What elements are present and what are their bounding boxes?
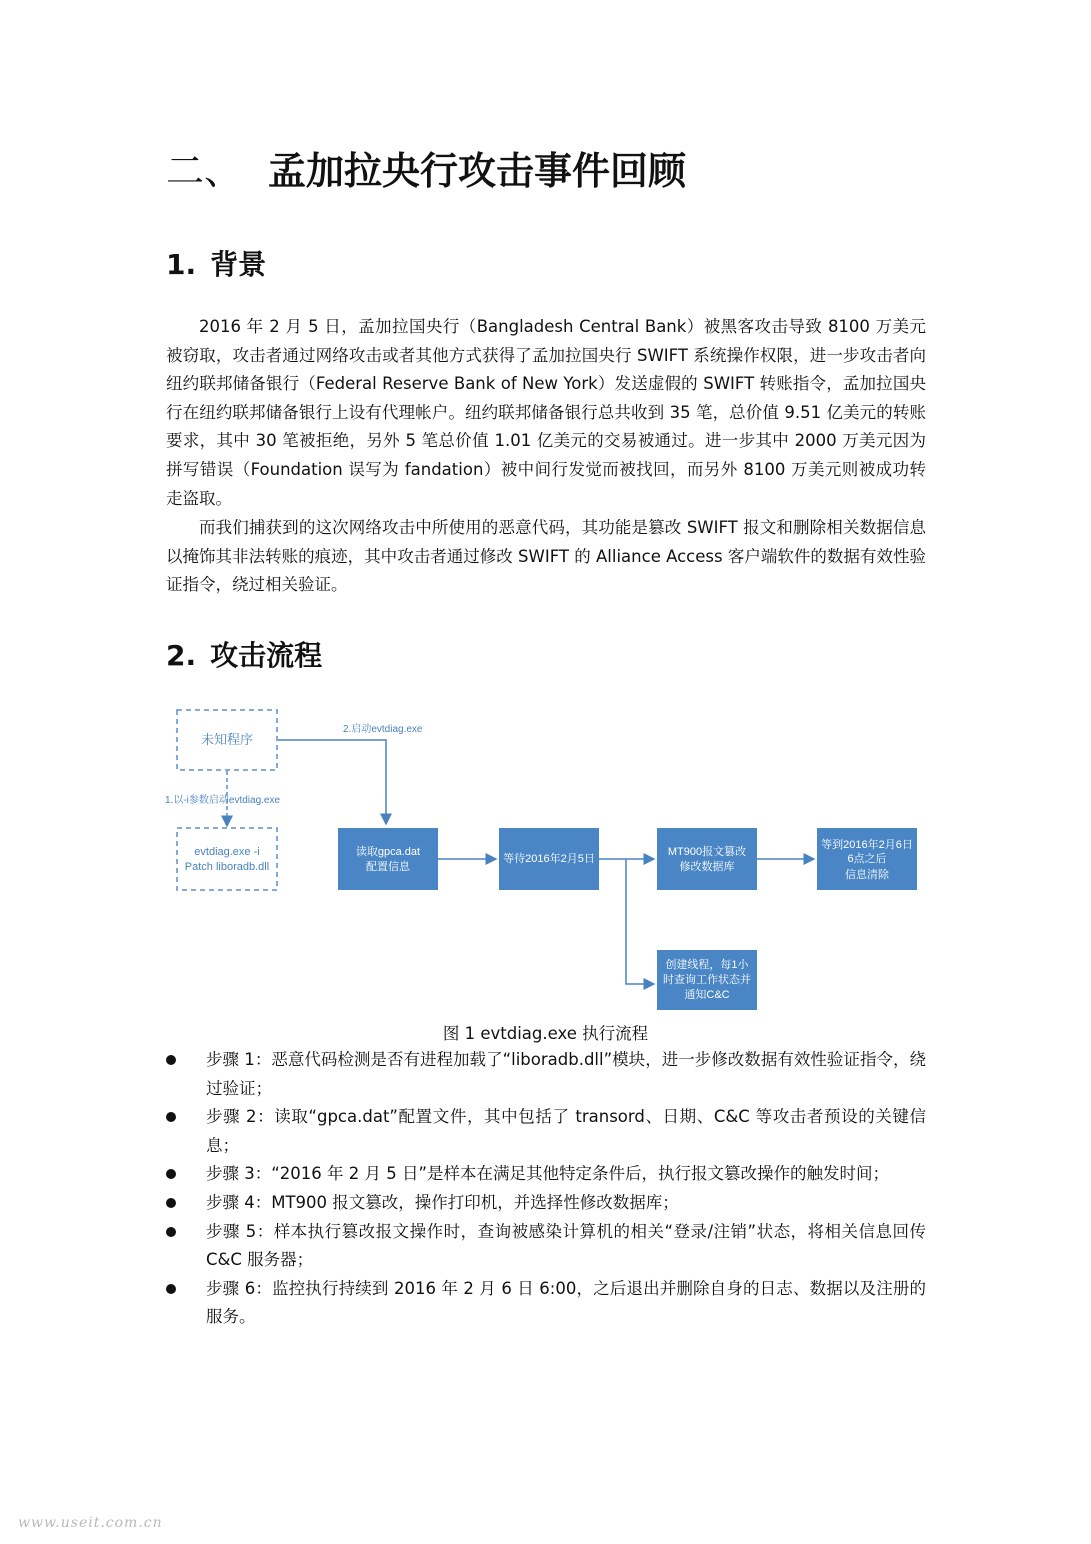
section-heading: [166, 140, 686, 195]
subheading-background: [166, 243, 266, 283]
read-config-line-2: 配置信息: [366, 861, 410, 873]
subheading-attack-flow: [166, 634, 322, 674]
command-box: [177, 828, 277, 890]
subheading-title: 攻击流程: [210, 639, 323, 672]
start-arrow: [278, 740, 386, 824]
list-item: [166, 1218, 926, 1275]
step-text: 步骤 3：“2016 年 2 月 5 日”是样本在满足其他特定条件后，执行报文篡改操作的触发时间；: [206, 1164, 890, 1184]
subheading-title: 背景: [210, 248, 267, 281]
section-number: 二、: [166, 149, 243, 193]
bullet-icon: [166, 1112, 176, 1122]
attack-flow-diagram: [160, 700, 940, 1012]
list-item: [166, 1160, 926, 1189]
thread-line-3: 通知C&C: [684, 989, 730, 1001]
bullet-icon: [166, 1198, 176, 1208]
mt900-box: [657, 828, 757, 890]
list-item: [166, 1103, 926, 1160]
bullet-icon: [166, 1169, 176, 1179]
list-item: [166, 1275, 926, 1332]
step-text: 步骤 4：MT900 报文篡改，操作打印机，并选择性修改数据库；: [206, 1192, 679, 1212]
arrow-wait-thread: [626, 859, 654, 984]
subheading-number: 2.: [166, 639, 197, 672]
wait-label: 等待2016年2月5日: [503, 853, 595, 865]
list-item: [166, 1046, 926, 1103]
cleanup-line-3: 信息清除: [845, 869, 889, 881]
bullet-icon: [166, 1284, 176, 1294]
read-config-box: [338, 828, 438, 890]
start-label: 2.启动evtdiag.exe: [343, 724, 423, 735]
bullet-icon: [166, 1055, 176, 1065]
bullet-icon: [166, 1227, 176, 1237]
paragraph-background: 2016 年 2 月 5 日，孟加拉国央行（Bangladesh Central Bank）被黑客攻击导致 8100 万美元被窃取，攻击者通过网络攻击或者其他方式获得了孟加拉国央行 SWIFT 系统操作权限，进一步攻击者向纽约联邦储备银行（Federal Reserve Bank of New York）发送虚假的 SWIFT 转账指令，孟加拉国央行在纽约联邦储备银行上设有代理帐户。纽约联邦储备银行总共收到 35 笔，总价值 9.51 亿美元的转账要求，其中 30 笔被拒绝，另外 5 笔总价值 1.01 亿美元的交易被通过。进一步其中 2000 万美元因为拼写错误（Foundation 误写为 fandation）被中间行发觉而被找回，而另外 8100 万美元则被成功转走盗取。: [166, 317, 926, 508]
cleanup-line-2: 6点之后: [847, 853, 887, 865]
mt900-line-2: 修改数据库: [679, 861, 735, 873]
watermark: www.useit.com.cn: [18, 1515, 163, 1531]
param-label: 1.以-i参数启动evtdiag.exe: [165, 795, 281, 806]
command-line-2: Patch liboradb.dll: [184, 861, 270, 873]
subheading-number: 1.: [166, 248, 197, 281]
steps-list: [166, 1046, 926, 1332]
thread-line-2: 时查询工作状态并: [663, 974, 751, 986]
step-text: 步骤 2：读取“gpca.dat”配置文件，其中包括了 transord、日期、C&C 等攻击者预设的关键信息；: [206, 1107, 926, 1155]
thread-line-1: 创建线程，每1小: [665, 959, 749, 971]
mt900-line-1: MT900报文篡改: [667, 846, 747, 858]
command-line-1: evtdiag.exe -i: [194, 846, 260, 858]
section-title: 孟加拉央行攻击事件回顾: [268, 149, 687, 193]
read-config-line-1: 读取gpca.dat: [355, 846, 421, 858]
list-item: [166, 1189, 926, 1218]
unknown-program-label: 未知程序: [200, 732, 254, 747]
step-text: 步骤 1：恶意代码检测是否有进程加载了“liboradb.dll”模块，进一步修改数据有效性验证指令，绕过验证；: [206, 1050, 926, 1098]
step-text: 步骤 6：监控执行持续到 2016 年 2 月 6 日 6:00，之后退出并删除自身的日志、数据以及注册的服务。: [206, 1278, 926, 1327]
paragraph-malware: 而我们捕获到的这次网络攻击中所使用的恶意代码，其功能是篡改 SWIFT 报文和删除相关数据信息以掩饰其非法转账的痕迹，其中攻击者通过修改 SWIFT 的 Alliance Access 客户端软件的数据有效性验证指令，绕过相关验证。: [166, 518, 926, 595]
cleanup-line-1: 等到2016年2月6日: [821, 839, 913, 851]
figure-caption: 图 1 evtdiag.exe 执行流程: [442, 1024, 649, 1043]
step-text: 步骤 5：样本执行篡改报文操作时，查询被感染计算机的相关“登录/注销”状态，将相关信息回传 C&C 服务器；: [206, 1221, 926, 1270]
